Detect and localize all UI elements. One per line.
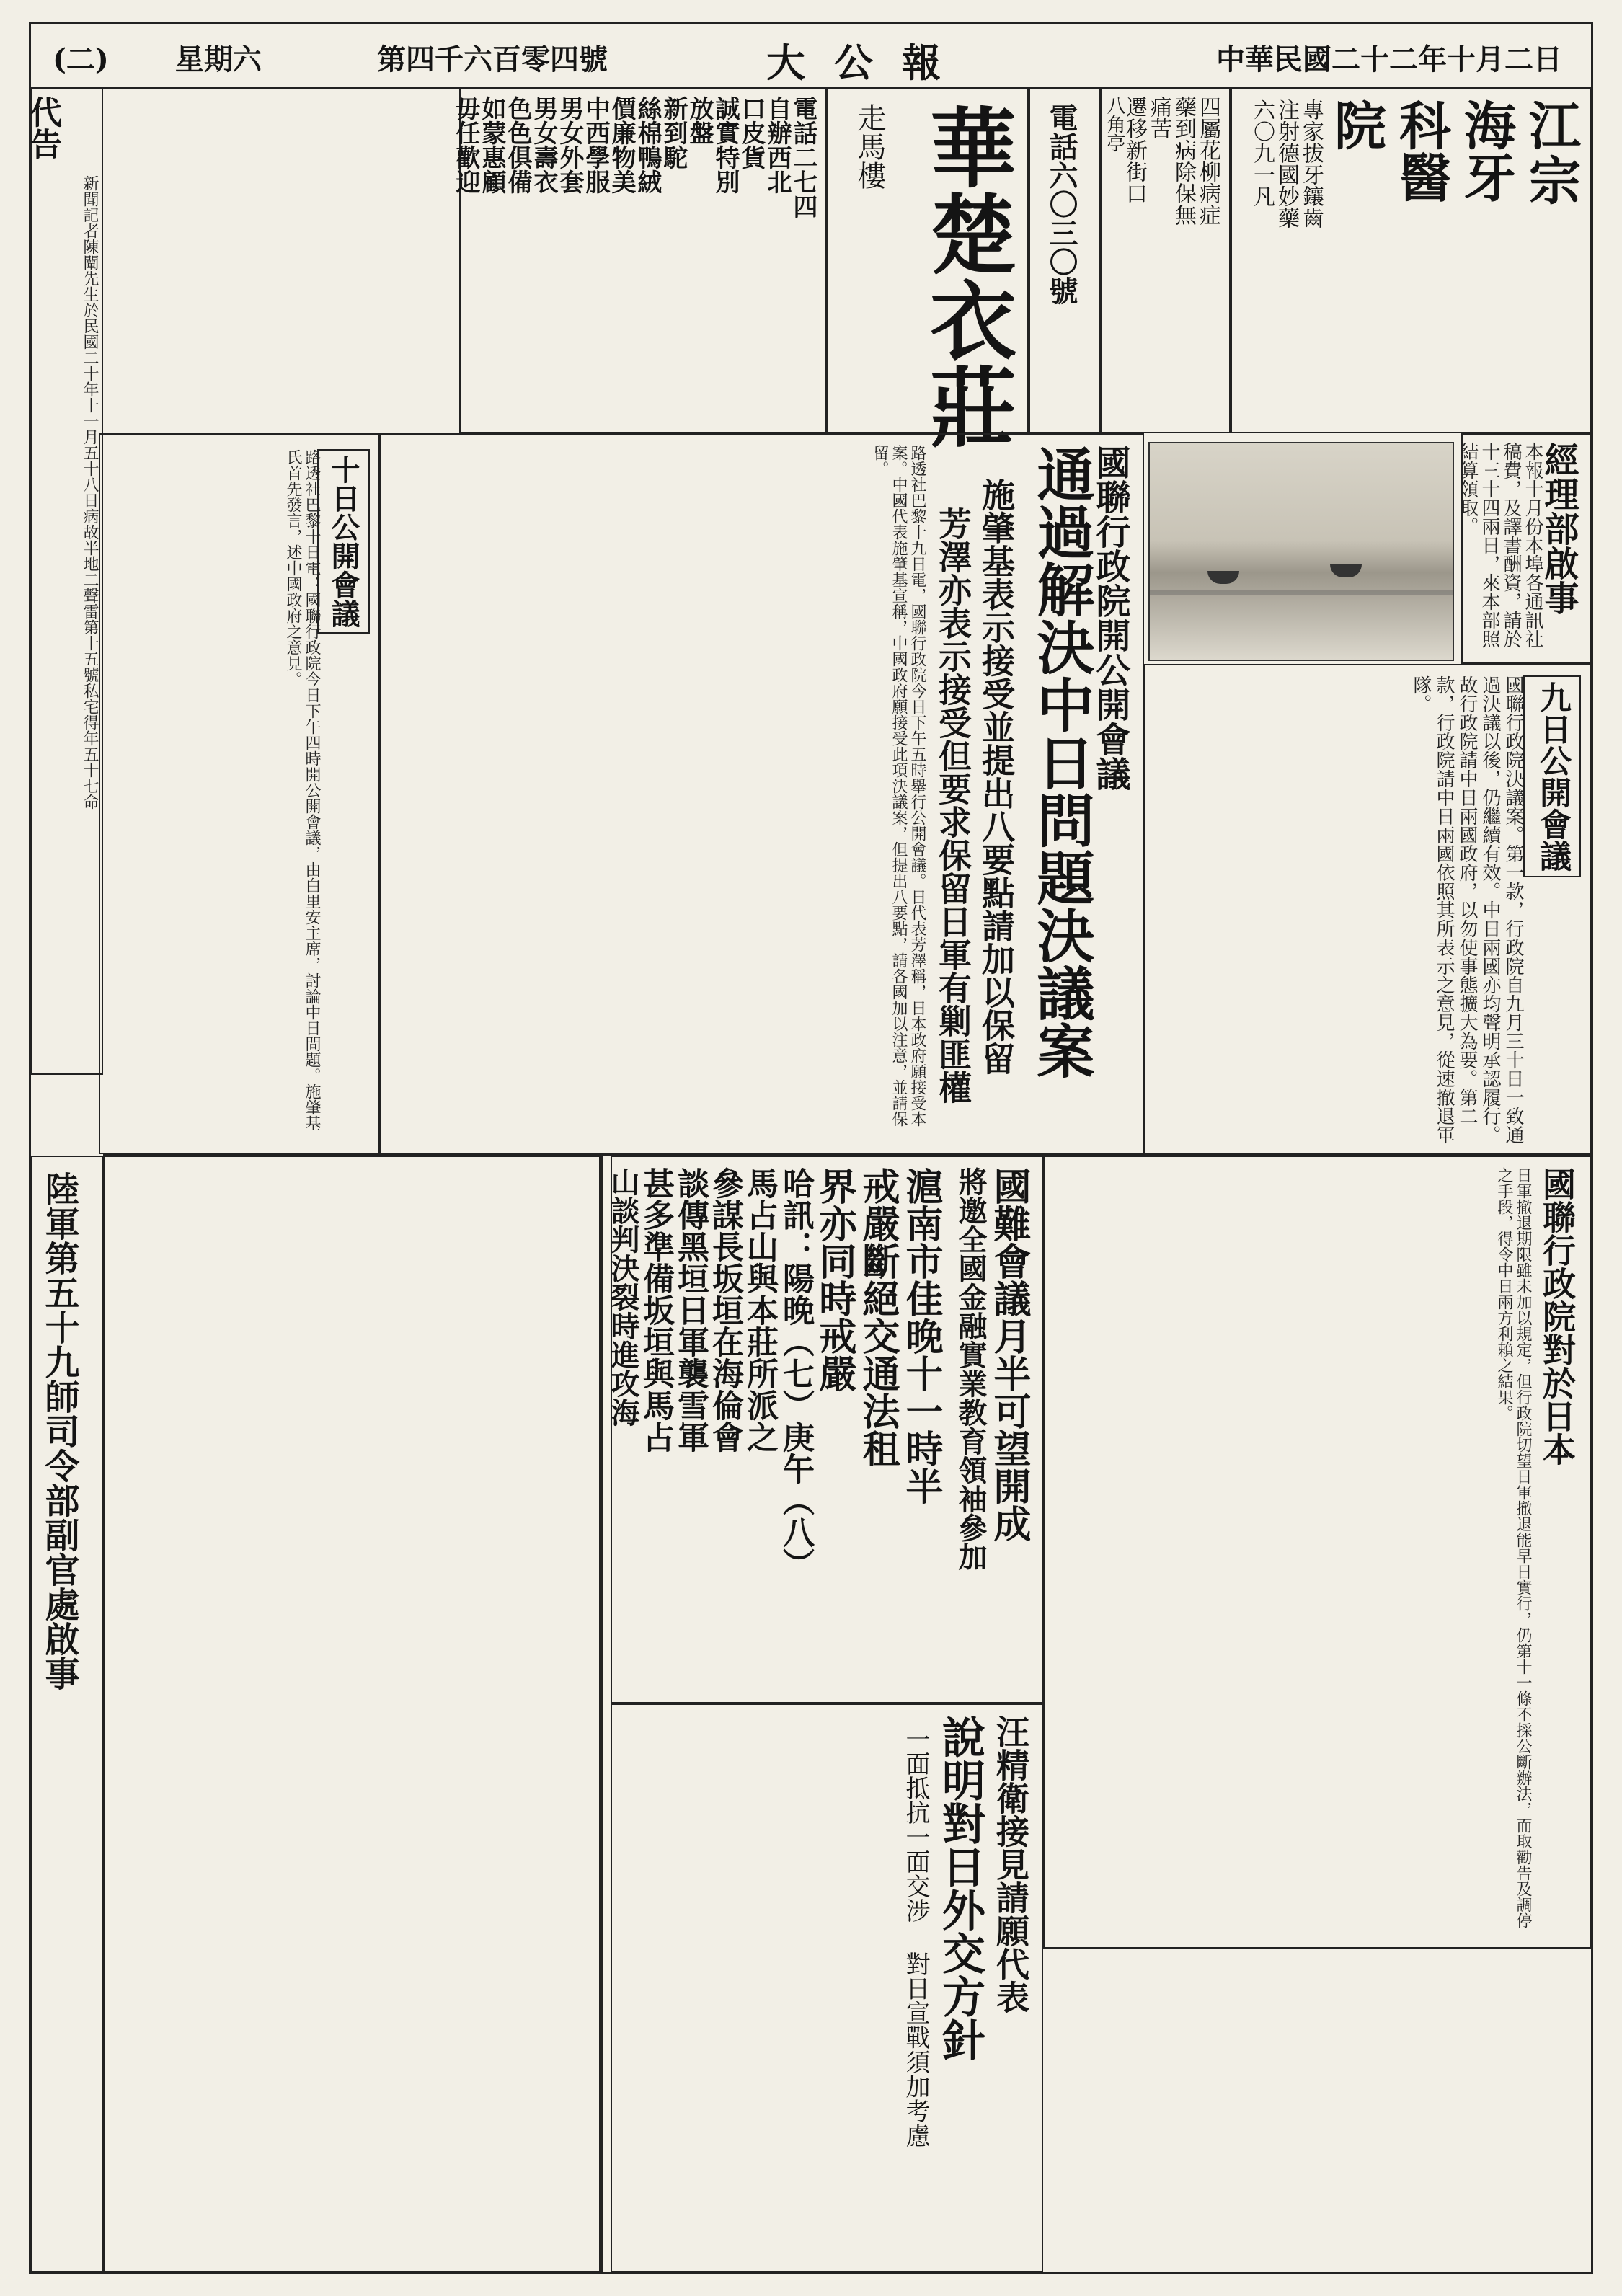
second-meeting-title: 十日公開會議	[317, 449, 370, 634]
clothing-ad-line: 男女壽衣	[529, 96, 558, 194]
haerbin-line: 山談判決裂時進攻海	[606, 1167, 640, 1427]
clothing-ad-line: 放盤	[685, 96, 714, 145]
right-column-title: 九日公開會議	[1523, 675, 1581, 877]
masthead-page-number: (二)	[53, 43, 109, 76]
right-column-body: 國聯行政院決議案。第一款，行政院自九月三十日一致通過決議以後，仍繼續有效。中日兩國亦均聲明承認履行。故行政院請中日兩國政府，以勿使事態擴大為要。第二款，行政院請中日兩國依照其所表示之意見，從速撤退軍隊。	[1410, 675, 1524, 1144]
clothing-ad-line: 絲棉鴨絨	[633, 96, 662, 194]
dental-ad-title-4: 院	[1326, 99, 1387, 151]
clothing-ad-sub: 走馬樓	[853, 103, 886, 190]
main-article-body: 路透社巴黎十九日電，國聯行政院今日下午五時舉行公開會議。日代表芳澤稱，日本政府願接受本案。中國代表施肇基宣稱，中國政府願接受此項決議案，但提出八要點，請各國加以注意，並請保留。	[871, 445, 926, 1127]
dental-ad-phone-box	[1029, 87, 1101, 433]
second-meeting-body: 路透社巴黎十日電：國聯行政院今日下午四時開公開會議，由白里安主席，討論中日問題。施肇基氏首先發言，述中國政府之意見。	[284, 449, 321, 1131]
clothing-ad-line: 色色俱備	[503, 96, 532, 194]
league-article-body: 日軍撤退期限雖未加以規定，但行政院切望日軍撤退能早日實行，仍第十一條不採公斷辦法，而取勸告及調停之手段，得令中日兩方利賴之結果。	[1495, 1167, 1532, 1928]
clothing-ad-line: 中西學服	[581, 96, 610, 194]
haerbin-line: 參謀長坂垣在海倫會	[706, 1167, 743, 1453]
dental-ad-phone: 電話六〇三〇號	[1045, 103, 1078, 305]
haerbin-line: 馬占山與本莊所派之	[741, 1167, 778, 1453]
dental-ad-details	[1101, 87, 1231, 433]
dental-ad-location: 八角亭	[1104, 96, 1125, 152]
dental-ad-line: 注射德國妙藥	[1274, 99, 1299, 229]
manager-notice	[1457, 433, 1591, 664]
clothing-ad-line: 毋任歡迎	[451, 96, 480, 194]
crisis-article	[606, 1156, 1043, 1703]
league-article-title: 國聯行政院對於日本	[1538, 1167, 1577, 1466]
lawyer-notice-body: 新聞記者陳闡先生於民國二十年十一月五十八日病故半地二聲雷第十五號私宅得年五十七命	[81, 175, 99, 810]
haerbin-line: 談傳黑垣日軍襲雪軍	[672, 1167, 709, 1453]
clothing-ad	[827, 87, 1029, 449]
clothing-ad-line: 男女外套	[555, 96, 584, 194]
main-article-headline: 通過解決中日問題決議案	[1027, 445, 1095, 1079]
second-meeting-article	[99, 433, 380, 1154]
masthead-weekday: 星期六	[175, 43, 262, 76]
haerbin-headline: 哈訊：陽晚（七）庚午（八）	[777, 1167, 814, 1579]
wang-article-sub-2: 一面抵抗一面交涉 對日宣戰須加考慮	[901, 1727, 930, 2147]
clothing-ad-line: 價廉物美	[607, 96, 636, 194]
lawyer-notice-title: 代告	[25, 96, 61, 159]
league-article	[1043, 1156, 1591, 1949]
main-article-kicker: 國聯行政院開公開會議	[1090, 445, 1130, 791]
military-notice-title: 陸軍第五十九師司令部副官處啟事	[39, 1171, 79, 1690]
dental-ad-line: 痛苦	[1146, 96, 1171, 139]
masthead-date: 中華民國二十二年十月二日	[1216, 43, 1562, 76]
dental-ad-title-2: 海牙	[1455, 99, 1517, 203]
dental-ad	[1231, 87, 1591, 433]
dental-ad-address: 遷移新街口	[1122, 96, 1147, 204]
lawyer-notice	[25, 87, 103, 1075]
crisis-article-line: 滬南市佳晚十一時半	[899, 1167, 943, 1504]
clothing-ad-line: 口皮貨	[737, 96, 766, 169]
news-photo	[1148, 442, 1454, 661]
lower-left-columns	[103, 1156, 601, 2273]
newspaper-page	[25, 22, 1593, 2274]
wang-article	[611, 1703, 1043, 2273]
dental-ad-line: 六〇九一凡	[1249, 99, 1275, 207]
wang-article-headline: 汪精衛接見請願代表	[991, 1715, 1030, 2013]
masthead	[31, 24, 1591, 89]
wang-article-sub: 說明對日外交方針	[935, 1715, 985, 2061]
dental-ad-line: 四屬花柳病症	[1195, 96, 1220, 226]
clothing-ad-title: 華楚衣莊	[916, 103, 1017, 449]
crisis-article-headline: 國難會議月半可望開成	[987, 1167, 1031, 1542]
clothing-ad-details	[451, 87, 827, 433]
main-article-subhead-2: 芳澤亦表示接受但要求保留日軍有剿匪權	[934, 507, 972, 1104]
clothing-ad-line: 如蒙惠顧	[477, 96, 506, 194]
main-article-subhead: 施肇基表示接受並提出八要點請加以保留	[977, 478, 1016, 1075]
right-column-article	[1144, 664, 1591, 1154]
dental-ad-line: 藥到病除保無	[1171, 96, 1196, 226]
clothing-ad-line: 自辦西北	[763, 96, 792, 194]
main-article	[380, 433, 1144, 1154]
masthead-paper-name: 大公報	[766, 40, 970, 86]
crisis-article-sub: 將邀全國金融實業教育領袖參加	[954, 1167, 988, 1571]
clothing-ad-line: 新到駝	[659, 96, 688, 169]
dental-ad-title-3: 科醫	[1391, 99, 1452, 203]
manager-notice-body: 本報十月份本埠各通訊社稿費，及譯書酬資，請於十三十四兩日，來本部照結算領取。	[1457, 442, 1543, 648]
clothing-ad-line: 誠實特別	[711, 96, 740, 194]
manager-notice-title: 經理部啟事	[1538, 442, 1579, 615]
military-notice	[31, 1156, 103, 2273]
crisis-article-line: 戒嚴斷絕交通法租	[856, 1167, 900, 1467]
crisis-article-line: 界亦同時戒嚴	[812, 1167, 856, 1392]
dental-ad-line: 專家拔牙鑲齒	[1298, 99, 1324, 229]
haerbin-line: 甚多準備坂垣與馬占	[637, 1167, 674, 1453]
dental-ad-title-1: 江宗	[1520, 99, 1582, 208]
masthead-issue: 第四千六百零四號	[377, 43, 608, 76]
clothing-ad-line: 電話二七四	[789, 96, 817, 218]
